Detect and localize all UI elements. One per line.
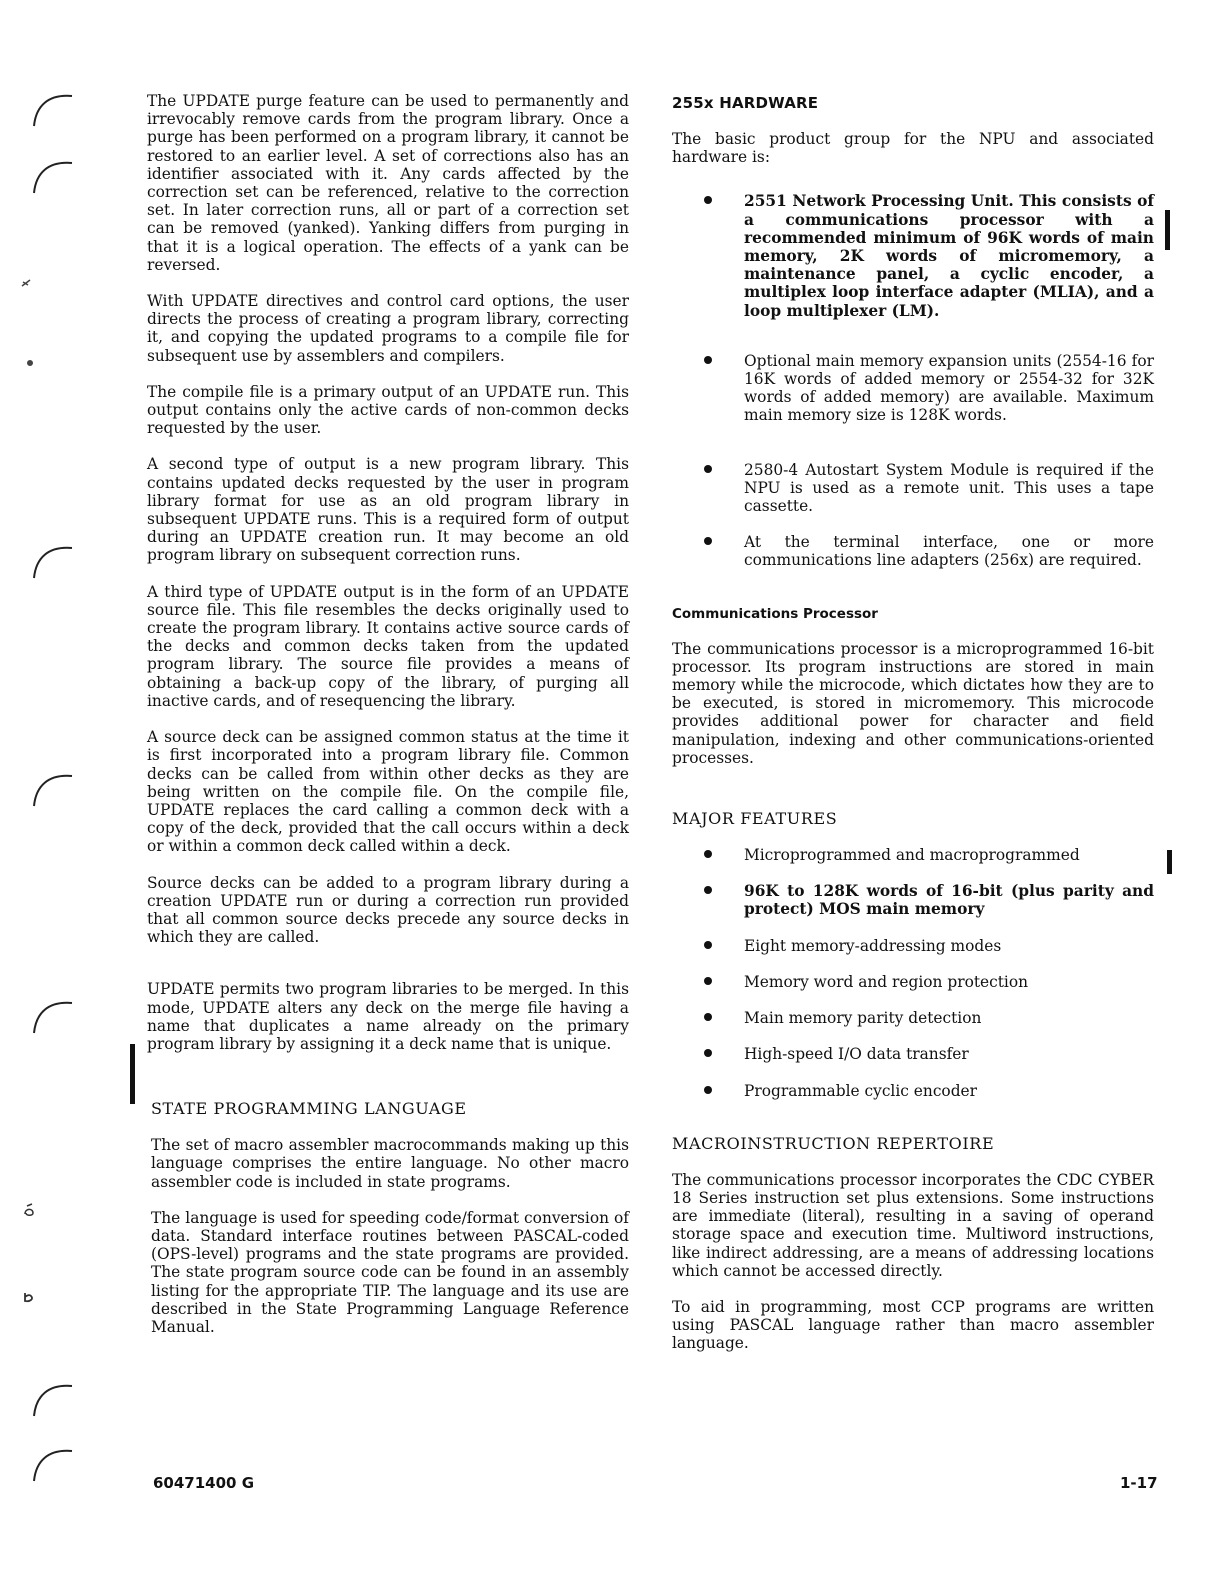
list-item: 2580-4 Autostart System Module is required if the NPU is used as a remote unit. This uses a tape cassette.: [672, 461, 1154, 516]
subsection-heading: Communications Processor: [672, 605, 878, 622]
paragraph: A second type of output is a new program library. This contains updated decks requested by the user in program library format for use as an old program library in subsequent UPDATE runs. This is a required form of output during an UPDATE creation run. It may become an old program library on subsequent correction runs.: [147, 455, 629, 565]
scan-speck: [24, 356, 36, 368]
punch-hole-mark: [30, 155, 76, 195]
change-bar: [130, 1044, 135, 1104]
bullet-icon: [704, 941, 712, 949]
list-item: Optional main memory expansion units (2554-16 for 16K words of added memory or 2554-32 for 32K words of added memory) are available. Maximum main memory size is 128K words.: [672, 352, 1154, 425]
bullet-icon: [704, 537, 712, 545]
bullet-icon: [704, 1013, 712, 1021]
paragraph: The basic product group for the NPU and associated hardware is:: [672, 130, 1154, 167]
bullet-icon: [704, 1049, 712, 1057]
page-number: 1-17: [1120, 1474, 1158, 1492]
paragraph: The communications processor is a microprogrammed 16-bit processor. Its program instructions are stored in main memory while the microcode, which dictates how they are to be executed, is stored in micromemory. This microcode provides additional power for character and field manipulation, indexing and other communications-oriented processes.: [672, 639, 1154, 767]
paragraph: The language is used for speeding code/format conversion of data. Standard interface routines between PASCAL-coded (OPS-level) programs and the state programs are provided. The state program source code can be found in an assembly listing for the appropriate TIP. The language and its use are described in the State Programming Language Reference Manual.: [151, 1208, 629, 1336]
paragraph: The compile file is a primary output of an UPDATE run. This output contains only the active cards of non-common decks requested by the user.: [147, 382, 629, 438]
change-bar: [1165, 210, 1170, 250]
bullet-icon: [704, 356, 712, 364]
list-item: Programmable cyclic encoder: [672, 1082, 1154, 1100]
paragraph: To aid in programming, most CCP programs are written using PASCAL language rather than macro assembler language.: [672, 1297, 1154, 1353]
paragraph: The communications processor incorporates the CDC CYBER 18 Series instruction set plus extensions. Some instructions are immediate (literal), resulting in a saving of operand storage space and execution time. Multiword instructions, like indirect addressing, are a means of addressing locations which cannot be accessed directly.: [672, 1170, 1154, 1280]
paragraph: A source deck can be assigned common status at the time it is first incorporated into a program library file. Common decks can be called from within other decks as they are being written on the compile file. On the compile file, UPDATE replaces the card calling a common deck with a copy of the deck, provided that the call occurs within a deck or within a common deck called within a deck.: [147, 728, 629, 856]
paragraph: The UPDATE purge feature can be used to permanently and irrevocably remove cards from the program library. Once a purge has been performed on a program library, it cannot be restored to an earlier level. A set of corrections also has an identifier associated with it. Any cards affected by the correction set can be referenced, relative to the correction set. In later correction runs, all or part of a correction set can be removed (yanked). Yanking differs from purging in that it is a logical operation. The effects of a yank can be reversed.: [147, 92, 629, 274]
hardware-list: [672, 192, 1154, 569]
bullet-icon: [704, 886, 712, 894]
paragraph: With UPDATE directives and control card options, the user directs the process of creating a program library, correcting it, and copying the updated programs to a compile file for subsequent use by assemblers and compilers.: [147, 292, 629, 365]
paragraph: A third type of UPDATE output is in the form of an UPDATE source file. This file resembles the decks originally used to create the program library. It contains active source cards of the decks and common decks taken from the updated program library. The source file provides a means of obtaining a back-up copy of the library, of purging all inactive cards, and of resequencing the library.: [147, 582, 629, 710]
features-list: [672, 846, 1154, 1100]
section-heading: 255x HARDWARE: [672, 94, 819, 112]
bullet-icon: [704, 850, 712, 858]
left-column: [147, 92, 629, 1354]
list-item: 2551 Network Processing Unit. This consists of a communications processor with a recommended minimum of 96K words of main memory, 2K words of micromemory, a maintenance panel, a cyclic encoder, a multiplex loop interface adapter (MLIA), and a loop multiplexer (LM).: [672, 192, 1154, 319]
list-item: Main memory parity detection: [672, 1009, 1154, 1027]
paragraph: Source decks can be added to a program library during a creation UPDATE run or during a correction run provided that all common source decks precede any source decks in which they are called.: [147, 873, 629, 947]
document-number: 60471400 G: [153, 1474, 255, 1492]
right-column: [672, 92, 1154, 1371]
list-item: 96K to 128K words of 16-bit (plus parity and protect) MOS main memory: [672, 882, 1154, 918]
paragraph: UPDATE permits two program libraries to be merged. In this mode, UPDATE alters any deck on the merge file having a name that duplicates a name already on the primary program library by assigning it a deck name that is unique.: [147, 980, 629, 1053]
list-item: Microprogrammed and macroprogrammed: [672, 846, 1154, 864]
punch-hole-mark: [30, 540, 76, 580]
section-heading: MAJOR FEATURES: [672, 809, 838, 829]
scan-speck: [22, 1202, 36, 1218]
list-item: At the terminal interface, one or more communications line adapters (256x) are required.: [672, 533, 1154, 569]
list-item: Eight memory-addressing modes: [672, 937, 1154, 955]
bullet-icon: [704, 196, 712, 204]
section-heading: STATE PROGRAMMING LANGUAGE: [151, 1099, 467, 1119]
punch-hole-mark: [30, 88, 76, 128]
section-heading: MACROINSTRUCTION REPERTOIRE: [672, 1133, 995, 1153]
scan-speck: [22, 1290, 36, 1304]
punch-hole-mark: [30, 1378, 76, 1418]
bullet-icon: [704, 465, 712, 473]
bullet-icon: [704, 977, 712, 985]
punch-hole-mark: [30, 995, 76, 1035]
punch-hole-mark: [30, 1443, 76, 1483]
punch-hole-mark: [30, 768, 76, 808]
paragraph: The set of macro assembler macrocommands making up this language comprises the entire language. No other macro assembler code is included in state programs.: [151, 1136, 629, 1191]
list-item: High-speed I/O data transfer: [672, 1045, 1154, 1063]
change-bar: [1167, 850, 1172, 874]
bullet-icon: [704, 1086, 712, 1094]
scan-speck: [20, 276, 34, 290]
list-item: Memory word and region protection: [672, 973, 1154, 991]
